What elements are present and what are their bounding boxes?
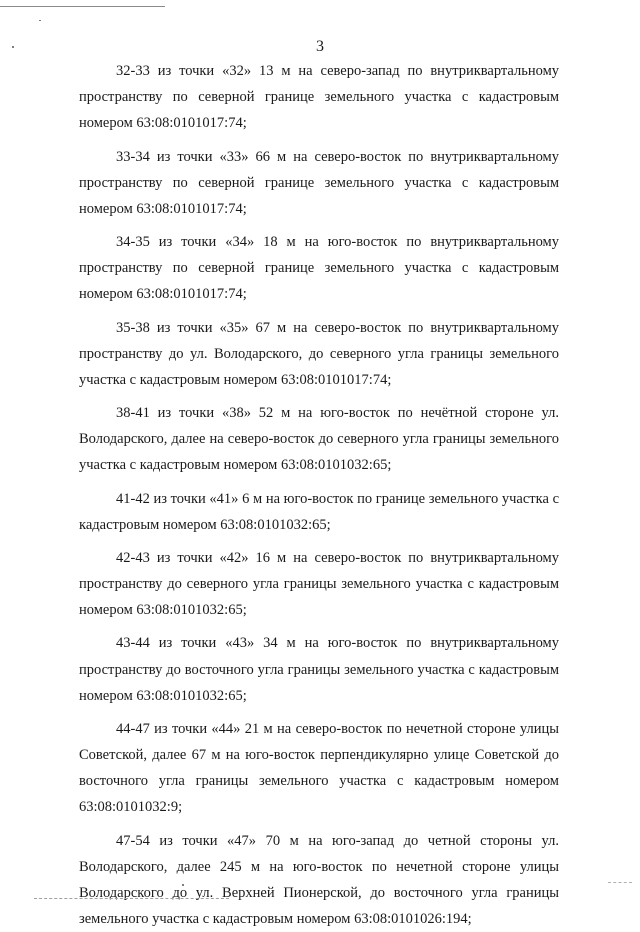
paragraph: 38-41 из точки «38» 52 м на юго-восток по нечётной стороне ул. Володарского, далее на северо-восток до северного угла границы земельного участка с кадастровым номером 63:08:0101032:65; [79,400,559,479]
paragraph: 44-47 из точки «44» 21 м на северо-восток по нечетной стороне улицы Советской, далее 67 м на юго-восток перпендикулярно улице Советской до восточного угла границы земельного участка с кадастровым номером 63:08:0101032:9; [79,716,559,821]
paragraph: 41-42 из точки «41» 6 м на юго-восток по границе земельного участка с кадастровым номером 63:08:0101032:65; [79,486,559,538]
scan-footer-mark [608,882,632,883]
scan-speck [39,20,41,21]
paragraph: 32-33 из точки «32» 13 м на северо-запад по внутриквартальному пространству по северной границе земельного участка с кадастровым номером 63:08:0101017:74; [79,58,559,137]
page-number: 3 [0,38,640,56]
paragraph: 35-38 из точки «35» 67 м на северо-восток по внутриквартальному пространству до ул. Володарского, до северного угла границы земельного участка с кадастровым номером 63:08:0101017:74; [79,315,559,394]
paragraph: 33-34 из точки «33» 66 м на северо-восток по внутриквартальному пространству по северной границе земельного участка с кадастровым номером 63:08:0101017:74; [79,144,559,223]
scan-edge-line [0,6,165,7]
paragraph: 43-44 из точки «43» 34 м на юго-восток по внутриквартальному пространству до восточного угла границы земельного участка с кадастровым номером 63:08:0101032:65; [79,630,559,709]
paragraph: 34-35 из точки «34» 18 м на юго-восток по внутриквартальному пространству по северной границе земельного участка с кадастровым номером 63:08:0101017:74; [79,229,559,308]
scan-footer-line [34,898,229,899]
document-body [79,58,559,932]
paragraph: 42-43 из точки «42» 16 м на северо-восток по внутриквартальному пространству до северного угла границы земельного участка с кадастровым номером 63:08:0101032:65; [79,545,559,624]
paragraph: 47-54 из точки «47» 70 м на юго-запад до четной стороны ул. Володарского, далее 245 м на юго-восток по нечетной стороне улицы Володарского до ул. Верхней Пионерской, до восточного угла границы земельного участка с кадастровым номером 63:08:0101026:194; [79,828,559,932]
